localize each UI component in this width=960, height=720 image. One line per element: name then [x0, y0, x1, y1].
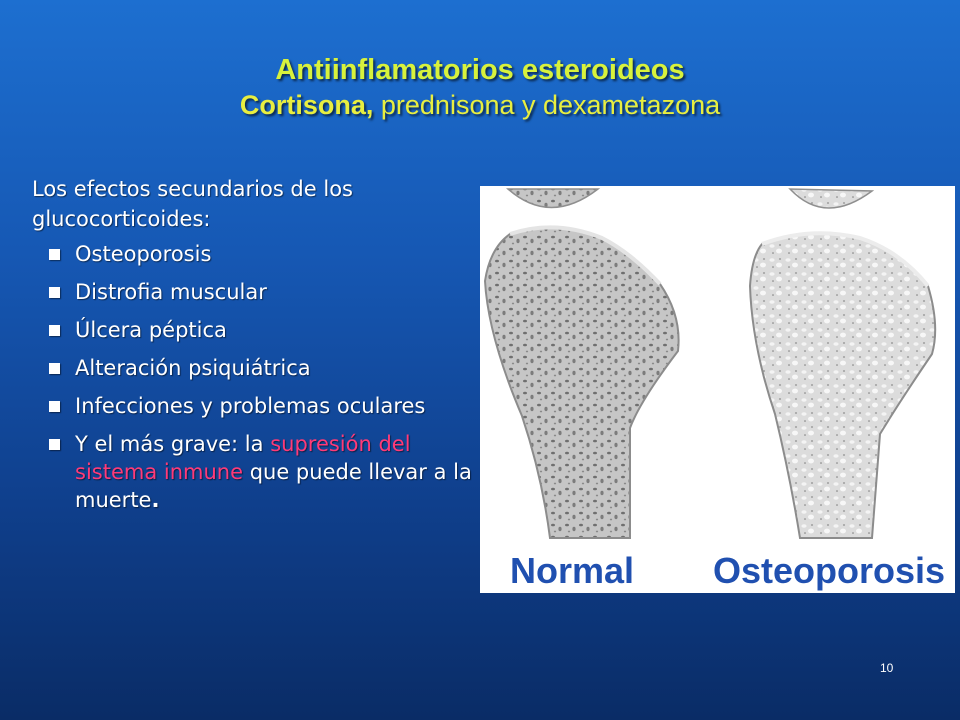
- square-bullet-icon: [49, 287, 60, 298]
- list-item-text: Infecciones y problemas oculares: [75, 394, 426, 418]
- list-item: [32, 354, 472, 382]
- list-item-text: Distrofia muscular: [75, 280, 267, 304]
- label-normal: Normal: [510, 550, 635, 591]
- slide-title: [0, 52, 960, 122]
- last-item-part1: Y el más grave: la: [75, 432, 271, 456]
- side-effects-list: [32, 240, 472, 514]
- square-bullet-icon: [49, 439, 60, 450]
- label-osteoporosis: Osteoporosis: [713, 550, 946, 591]
- list-item: [32, 240, 472, 268]
- list-item: [32, 316, 472, 344]
- square-bullet-icon: [49, 401, 60, 412]
- normal-bone: [485, 189, 679, 538]
- list-item: [32, 392, 472, 420]
- immune-suppression-highlight: supresión del sistema inmune: [75, 432, 411, 484]
- list-item-text: Úlcera péptica: [75, 318, 227, 342]
- osteoporosis-patella: [790, 189, 872, 208]
- list-item-text: Alteración psiquiátrica: [75, 356, 311, 380]
- bone-comparison-figure: [480, 186, 955, 593]
- content-block: [32, 174, 472, 524]
- square-bullet-icon: [49, 363, 60, 374]
- title-line-2: [0, 88, 960, 122]
- square-bullet-icon: [49, 249, 60, 260]
- square-bullet-icon: [49, 325, 60, 336]
- osteoporosis-bone: [750, 189, 935, 538]
- last-item-end: .: [151, 488, 160, 512]
- title-line-1: Antiinflamatorios esteroideos: [275, 54, 685, 86]
- last-item-part2: que puede llevar a la muerte: [75, 460, 472, 512]
- osteoporosis-tibia: [750, 233, 935, 538]
- list-item-last: [32, 430, 472, 514]
- bone-illustration: [480, 186, 955, 593]
- title-line-2-bold: Cortisona,: [239, 90, 374, 120]
- list-item-text: Osteoporosis: [75, 242, 212, 266]
- intro-text: Los efectos secundarios de los glucocorticoides:: [32, 177, 353, 231]
- list-item: [32, 278, 472, 306]
- normal-patella: [508, 189, 598, 208]
- title-line-2-rest: prednisona y dexametazona: [373, 90, 721, 120]
- page-number: 10: [880, 661, 894, 675]
